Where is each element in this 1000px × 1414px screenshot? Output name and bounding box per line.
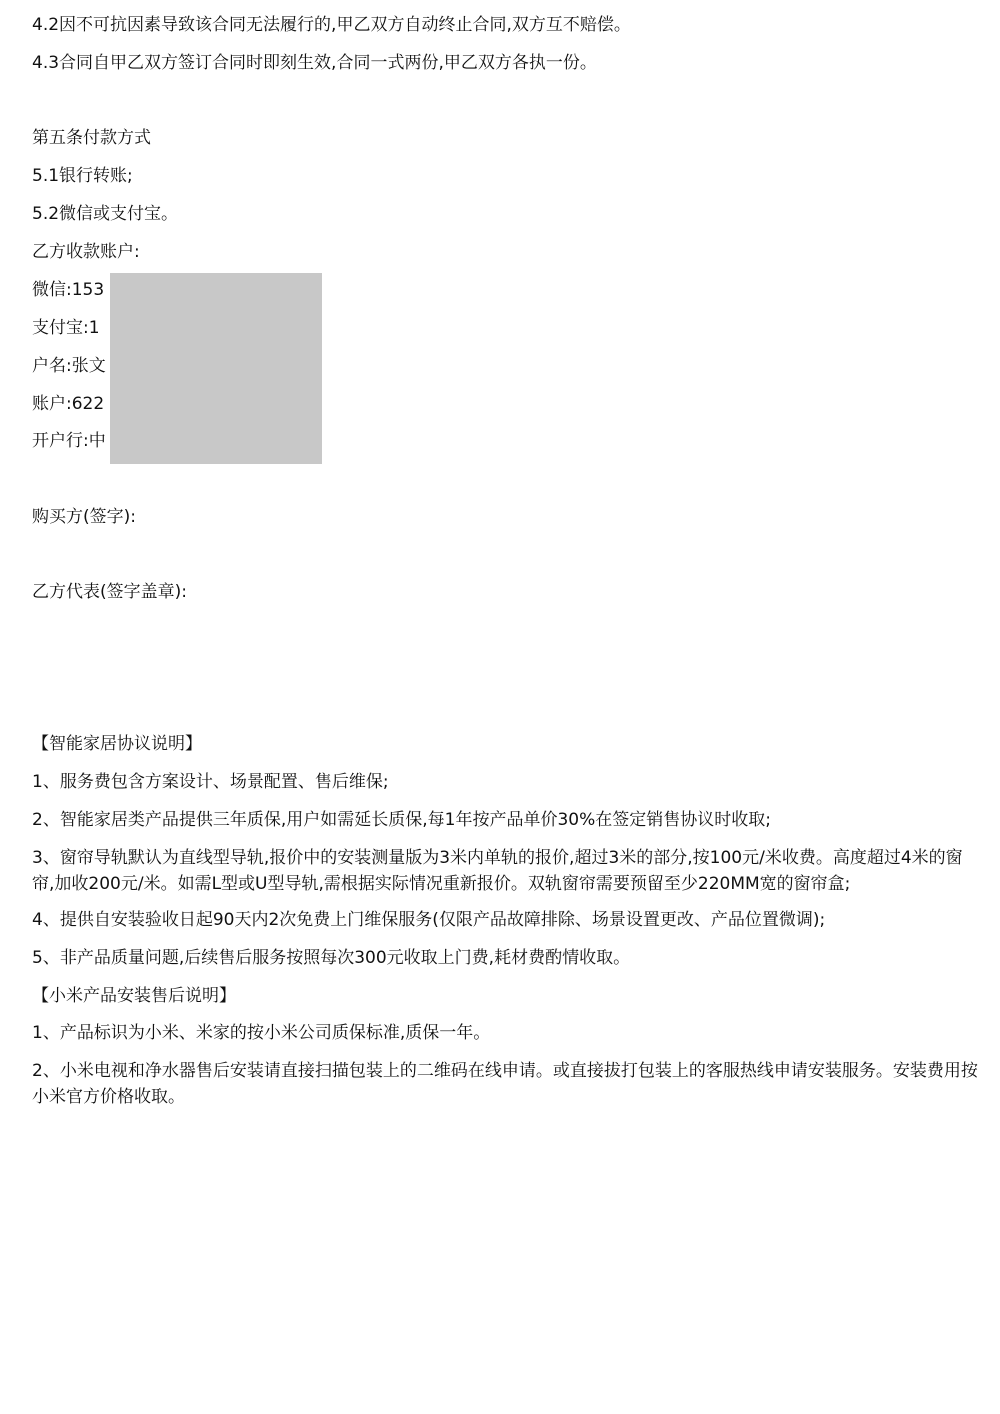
clause-4-2: 4.2因不可抗因素导致该合同无法履行的,甲乙双方自动终止合同,双方互不赔偿。 [32, 15, 631, 35]
alipay-account: 支付宝:1 [32, 318, 100, 338]
wechat-account: 微信:153 [32, 280, 105, 300]
bank-name: 开户行:中 [32, 431, 106, 451]
account-heading: 乙方收款账户: [32, 242, 140, 262]
clause-5-2: 5.2微信或支付宝。 [32, 204, 179, 224]
redaction-box [110, 273, 322, 464]
smart-home-item-5: 5、非产品质量问题,后续售后服务按照每次300元收取上门费,耗材费酌情收取。 [32, 948, 631, 968]
xiaomi-title: 【小米产品安装售后说明】 [32, 986, 236, 1006]
section-5-title: 第五条付款方式 [32, 128, 151, 148]
smart-home-item-4: 4、提供自安装验收日起90天内2次免费上门维保服务(仅限产品故障排除、场景设置更改、产品位置微调); [32, 910, 826, 930]
buyer-signature: 购买方(签字): [32, 507, 136, 527]
account-name: 户名:张文 [32, 356, 106, 376]
clause-4-3: 4.3合同自甲乙双方签订合同时即刻生效,合同一式两份,甲乙双方各执一份。 [32, 53, 597, 73]
xiaomi-item-1: 1、产品标识为小米、米家的按小米公司质保标准,质保一年。 [32, 1023, 491, 1043]
smart-home-item-1: 1、服务费包含方案设计、场景配置、售后维保; [32, 772, 389, 792]
xiaomi-item-2: 2、小米电视和净水器售后安装请直接扫描包装上的二维码在线申请。或直接拔打包装上的客服热线申请安装服务。安装费用按小米官方价格收取。 [32, 1061, 978, 1107]
smart-home-item-2: 2、智能家居类产品提供三年质保,用户如需延长质保,每1年按产品单价30%在签定销售协议时收取; [32, 810, 771, 830]
seller-signature: 乙方代表(签字盖章): [32, 582, 187, 602]
smart-home-title: 【智能家居协议说明】 [32, 734, 202, 754]
smart-home-item-3: 3、窗帘导轨默认为直线型导轨,报价中的安装测量版为3米内单轨的报价,超过3米的部分,按100元/米收费。高度超过4米的窗帘,加收200元/米。如需L型或U型导轨,需根据实际情况重新报价。双轨窗帘需要预留至少220MM宽的窗帘盒; [32, 848, 963, 894]
account-number: 账户:622 [32, 394, 105, 414]
clause-5-1: 5.1银行转账; [32, 166, 133, 186]
